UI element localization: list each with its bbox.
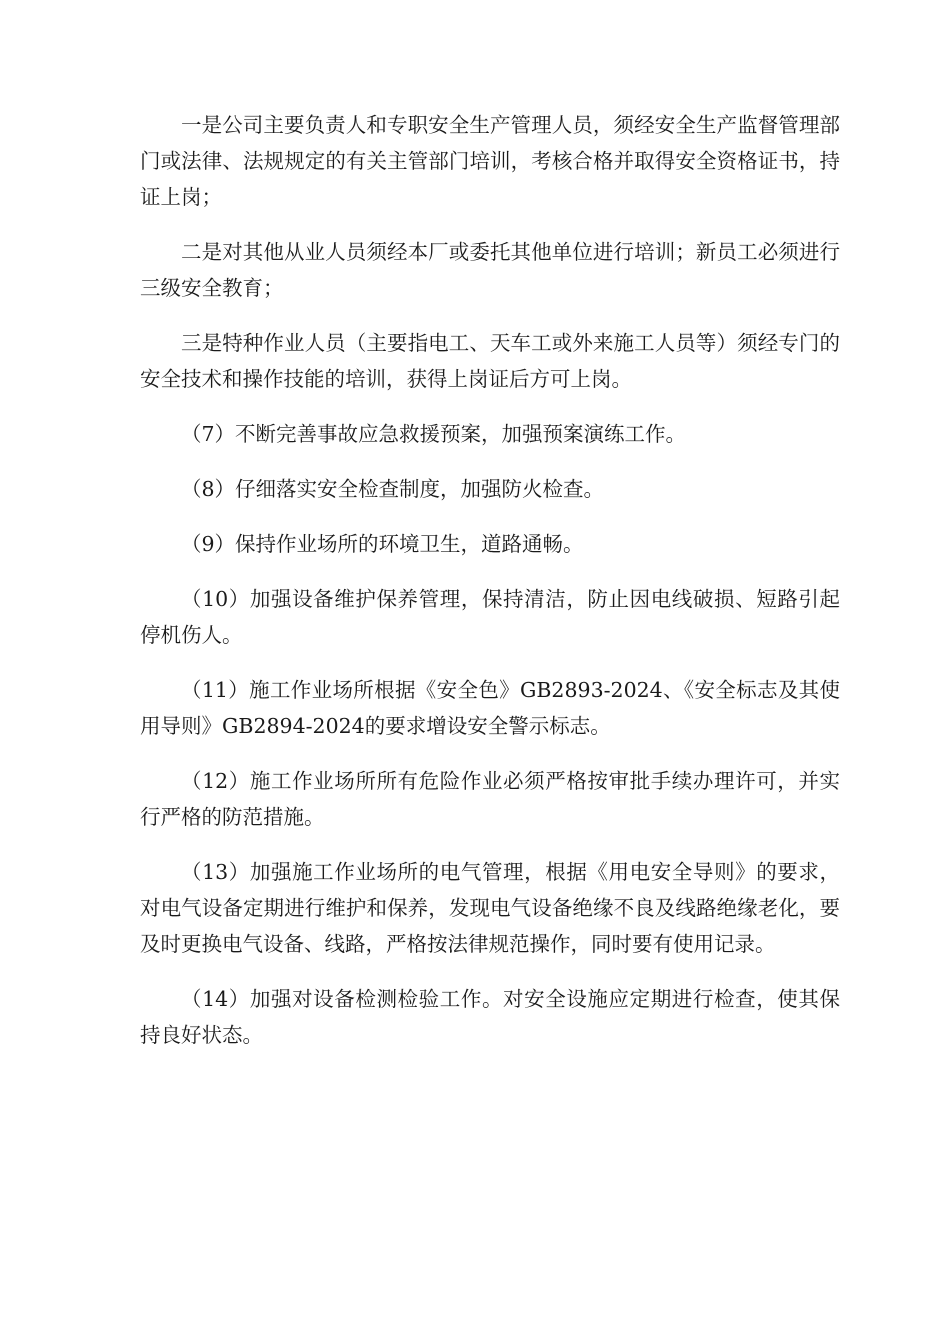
paragraph-5: （8）仔细落实安全检查制度，加强防火检查。 [181, 477, 605, 501]
paragraph-3: 三是特种作业人员（主要指电工、天车工或外来施工人员等）须经专门的安全技术和操作技能的培训，获得上岗证后方可上岗。 [140, 331, 840, 391]
paragraph-4: （7）不断完善事故应急救援预案，加强预案演练工作。 [181, 422, 687, 446]
paragraph-2: 二是对其他从业人员须经本厂或委托其他单位进行培训；新员工必须进行三级安全教育； [140, 240, 840, 300]
paragraph-8: （11）施工作业场所根据《安全色》GB2893-2024、《安全标志及其使用导则》GB2894-2024的要求增设安全警示标志。 [140, 678, 840, 738]
paragraph-11: （14）加强对设备检测检验工作。对安全设施应定期进行检查，使其保持良好状态。 [140, 987, 840, 1047]
paragraph-7: （10）加强设备维护保养管理，保持清洁，防止因电线破损、短路引起停机伤人。 [140, 587, 840, 647]
paragraph-6: （9）保持作业场所的环境卫生，道路通畅。 [181, 532, 584, 556]
paragraph-9: （12）施工作业场所所有危险作业必须严格按审批手续办理许可，并实行严格的防范措施。 [140, 769, 840, 829]
paragraph-10: （13）加强施工作业场所的电气管理，根据《用电安全导则》的要求，对电气设备定期进行维护和保养，发现电气设备绝缘不良及线路绝缘老化，要及时更换电气设备、线路，严格按法律规范操作，同时要有使用记录。 [140, 860, 840, 956]
document-body [140, 107, 840, 1072]
paragraph-1: 一是公司主要负责人和专职安全生产管理人员，须经安全生产监督管理部门或法律、法规规定的有关主管部门培训，考核合格并取得安全资格证书，持证上岗； [140, 113, 840, 209]
